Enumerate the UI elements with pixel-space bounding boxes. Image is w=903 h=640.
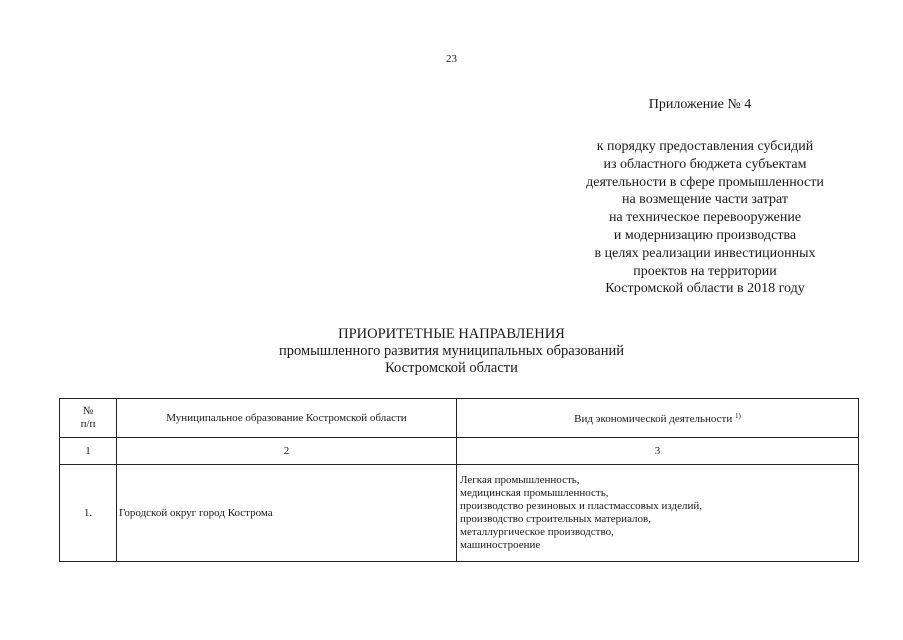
activity-item: металлургическое производство,: [460, 526, 614, 538]
page-number: 23: [446, 53, 457, 65]
table-header-row: [60, 399, 859, 438]
index-cell: 3: [457, 438, 859, 465]
activity-item: производство резиновых и пластмассовых изделий,: [460, 500, 703, 512]
appendix-line: на возмещение части затрат: [621, 192, 789, 208]
heading-subtitle: промышленного развития муниципальных образований: [279, 343, 624, 359]
header-number-abbrev: п/п: [80, 418, 96, 430]
appendix-line: деятельности в сфере промышленности: [586, 174, 824, 190]
appendix-line: в целях реализации инвестиционных: [594, 245, 816, 261]
appendix-title: Приложение № 4: [648, 97, 752, 112]
heading-region: Костромской области: [385, 360, 518, 376]
heading-title: ПРИОРИТЕТНЫЕ НАПРАВЛЕНИЯ: [338, 326, 565, 342]
activity-item: Легкая промышленность,: [460, 474, 580, 486]
table-index-row: [60, 438, 859, 465]
appendix-line: проектов на территории: [633, 263, 777, 279]
header-activity-cell: [457, 399, 859, 438]
activity-item: машиностроение: [460, 539, 541, 551]
appendix-line: к порядку предоставления субсидий: [596, 139, 814, 154]
activity-item: медицинская промышленность,: [460, 487, 609, 499]
appendix-description: [545, 138, 865, 298]
appendix-line: на техническое перевооружение: [608, 210, 802, 226]
row-number: 1.: [60, 465, 117, 562]
document-heading: [0, 326, 903, 377]
appendix-line: и модернизацию производства: [613, 227, 797, 243]
row-activities: [457, 465, 859, 562]
header-number-cell: [60, 399, 117, 438]
footnote-marker: 1): [734, 412, 741, 420]
table-row: [60, 465, 859, 562]
priorities-table: [59, 398, 859, 562]
header-municipality-cell: [117, 399, 457, 438]
header-activity-label: Вид экономической деятельности: [574, 413, 733, 425]
row-municipality: Городской округ город Кострома: [117, 465, 457, 562]
index-cell: 2: [117, 438, 457, 465]
index-cell: 1: [60, 438, 117, 465]
appendix-line: Костромской области в 2018 году: [605, 281, 805, 297]
header-number-sign: №: [82, 405, 94, 417]
appendix-line: из областного бюджета субъектам: [603, 156, 807, 172]
activity-item: производство строительных материалов,: [460, 513, 651, 525]
header-municipality-label: Муниципальное образование Костромской области: [166, 411, 407, 424]
